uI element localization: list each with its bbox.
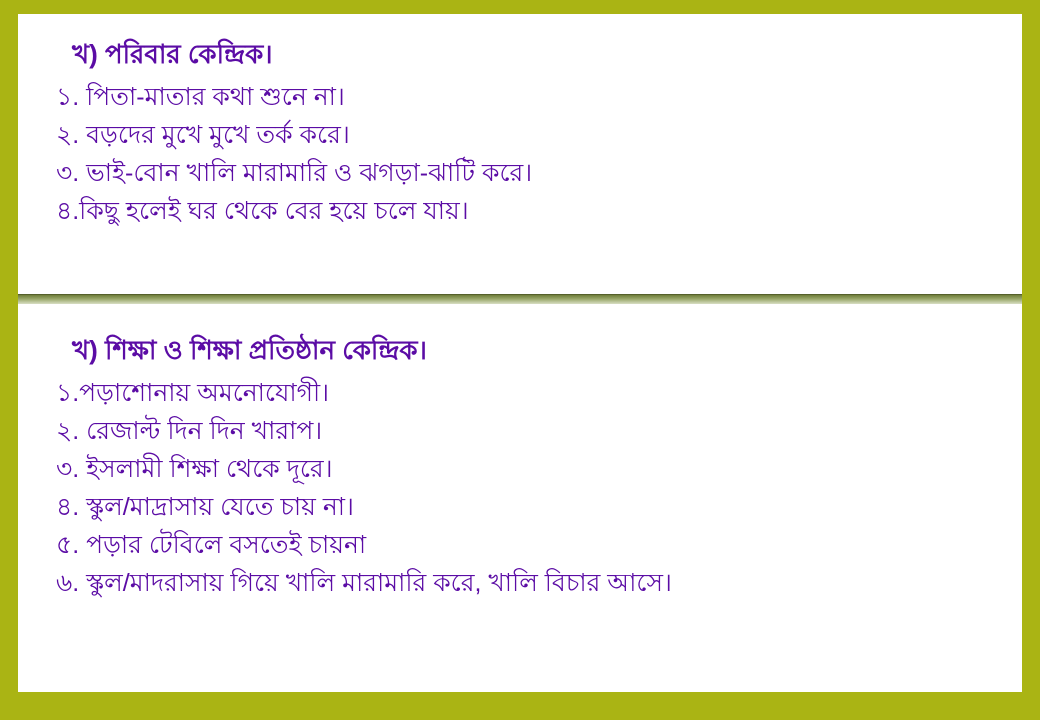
list-item: ২. রেজাল্ট দিন দিন খারাপ। (56, 416, 323, 445)
slide-canvas (18, 14, 1022, 692)
section-heading-education: খ) শিক্ষা ও শিক্ষা প্রতিষ্ঠান কেন্দ্রিক। (72, 335, 427, 365)
list-education (56, 374, 1002, 602)
list-item: ৩. ইসলামী শিক্ষা থেকে দূরে। (56, 454, 333, 483)
list-item: ৬. স্কুল/মাদরাসায় গিয়ে খালি মারামারি করে, খালি বিচার আসে। (56, 568, 672, 597)
section-family-centric (18, 36, 1022, 230)
list-item: ১.পড়াশোনায় অমনোযোগী। (56, 378, 330, 407)
list-item: ৪.কিছু হলেই ঘর থেকে বের হয়ে চলে যায়। (56, 196, 469, 225)
section-divider (18, 294, 1022, 304)
list-item: ৩. ভাই-বোন খালি মারামারি ও ঝগড়া-ঝাটি করে। (56, 158, 533, 187)
list-item: ২. বড়দের মুখে মুখে তর্ক করে। (56, 120, 350, 149)
list-item: ৪. স্কুল/মাদ্রাসায় যেতে চায় না। (56, 492, 354, 521)
list-family (56, 78, 1002, 230)
list-item: ১. পিতা-মাতার কথা শুনে না। (56, 82, 345, 111)
list-item: ৫. পড়ার টেবিলে বসতেই চায়না (56, 530, 367, 559)
section-education-centric (18, 332, 1022, 602)
section-heading-family: খ) পরিবার কেন্দ্রিক। (72, 39, 273, 69)
